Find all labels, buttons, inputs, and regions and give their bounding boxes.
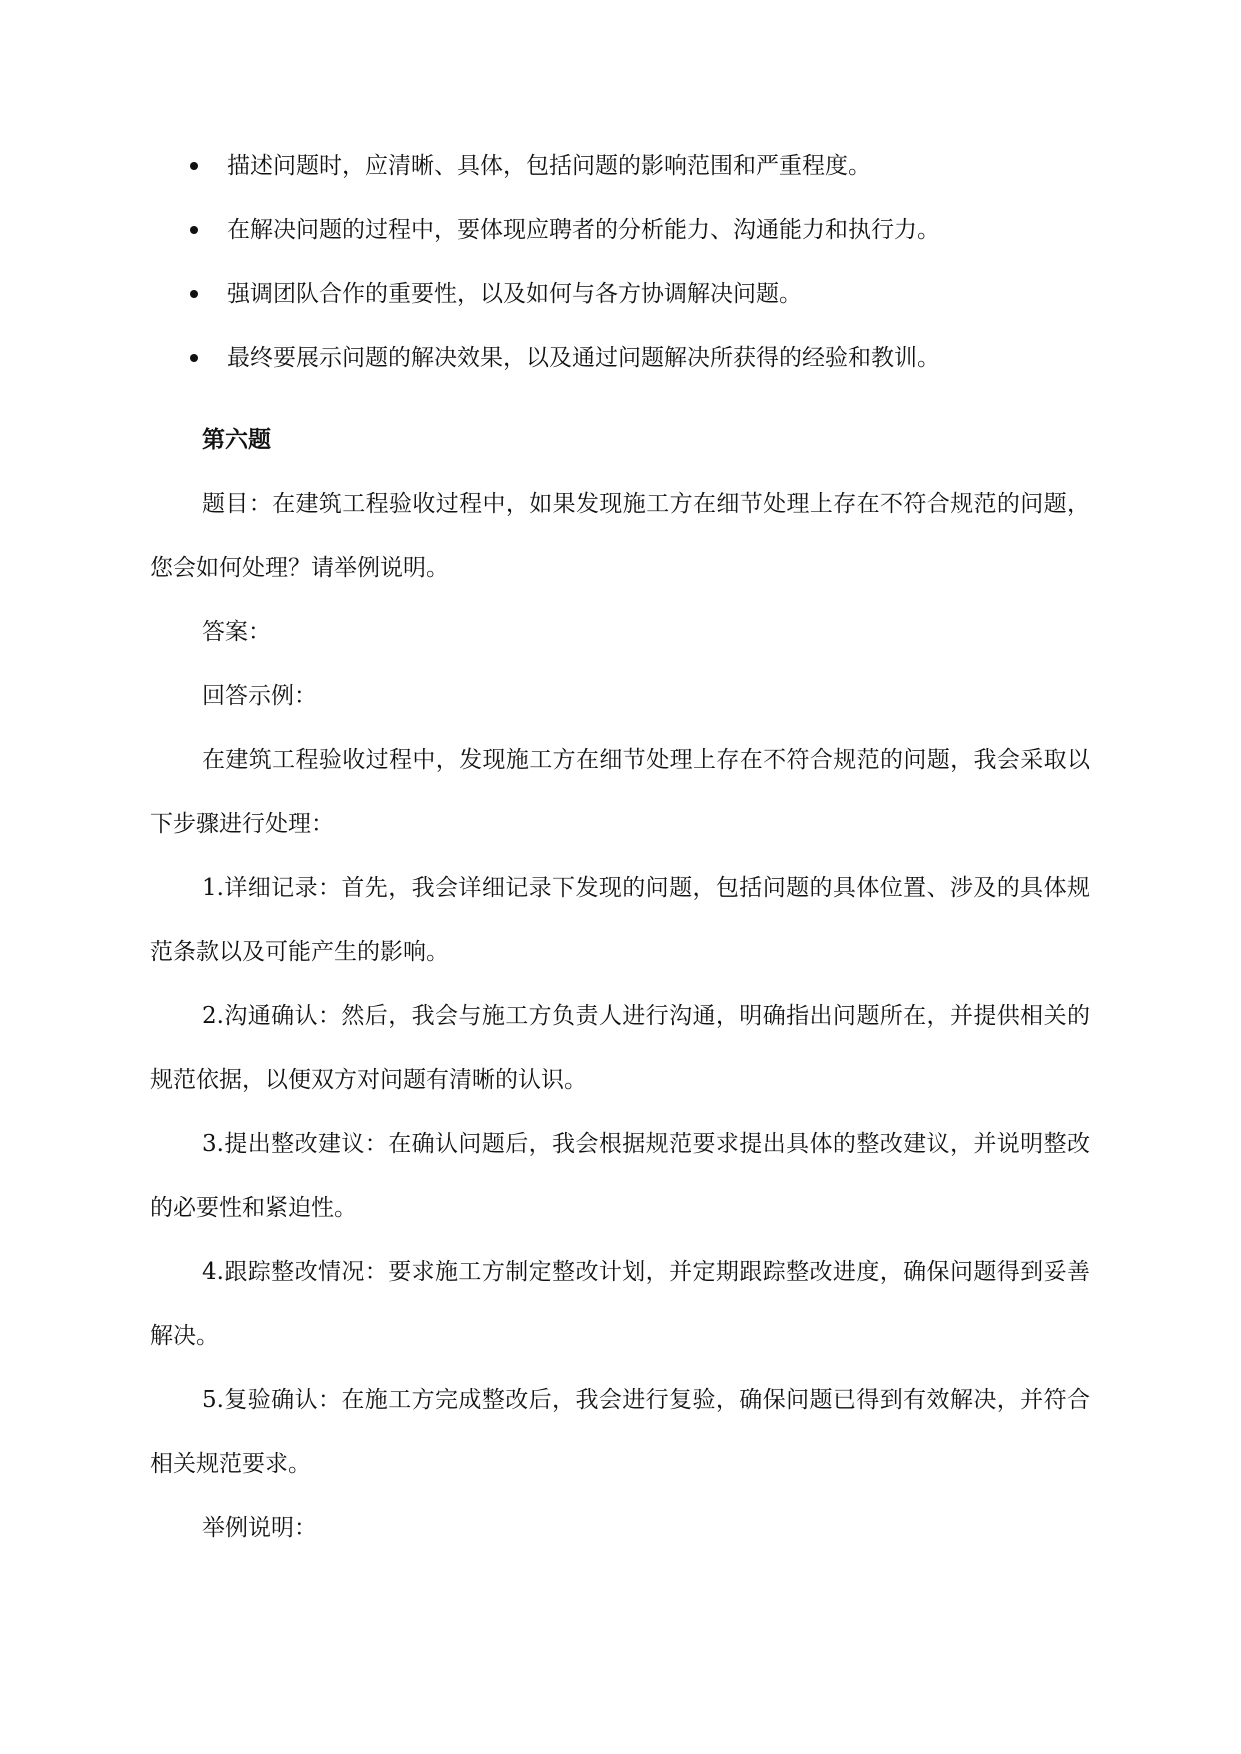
bullet-text: 描述问题时，应清晰、具体，包括问题的影响范围和严重程度。 xyxy=(227,153,871,179)
bullet-item xyxy=(150,148,940,212)
bullet-dot-icon xyxy=(190,290,198,298)
bullet-text: 最终要展示问题的解决效果，以及通过问题解决所获得的经验和教训。 xyxy=(227,345,940,371)
question-section xyxy=(150,408,1090,1560)
bullet-text: 强调团队合作的重要性，以及如何与各方协调解决问题。 xyxy=(227,281,802,307)
answer-label: 答案： xyxy=(202,619,271,645)
step-paragraph: 4.跟踪整改情况：要求施工方制定整改计划，并定期跟踪整改进度，确保问题得到妥善解决。 xyxy=(150,1259,1090,1349)
step-paragraph: 1.详细记录：首先，我会详细记录下发现的问题，包括问题的具体位置、涉及的具体规范条款以及可能产生的影响。 xyxy=(150,875,1090,965)
bullet-text: 在解决问题的过程中，要体现应聘者的分析能力、沟通能力和执行力。 xyxy=(227,217,940,243)
bullet-dot-icon xyxy=(190,354,198,362)
step-paragraph: 5.复验确认：在施工方完成整改后，我会进行复验，确保问题已得到有效解决，并符合相关规范要求。 xyxy=(150,1387,1090,1477)
bullet-item xyxy=(150,212,940,276)
step-paragraph: 2.沟通确认：然后，我会与施工方负责人进行沟通，明确指出问题所在，并提供相关的规范依据，以便双方对问题有清晰的认识。 xyxy=(150,1003,1090,1093)
section-heading: 第六题 xyxy=(202,426,271,453)
bullet-item xyxy=(150,276,940,340)
bullet-dot-icon xyxy=(190,226,198,234)
tips-bullet-list xyxy=(150,148,940,404)
intro-paragraph: 在建筑工程验收过程中，发现施工方在细节处理上存在不符合规范的问题，我会采取以下步骤进行处理： xyxy=(150,747,1090,837)
step-paragraph: 3.提出整改建议：在确认问题后，我会根据规范要求提出具体的整改建议，并说明整改的必要性和紧迫性。 xyxy=(150,1131,1090,1221)
question-text: 题目：在建筑工程验收过程中，如果发现施工方在细节处理上存在不符合规范的问题，您会如何处理？请举例说明。 xyxy=(150,491,1090,581)
illustration-label: 举例说明： xyxy=(202,1515,317,1541)
example-label: 回答示例： xyxy=(202,683,317,709)
bullet-item xyxy=(150,340,940,404)
bullet-dot-icon xyxy=(190,162,198,170)
